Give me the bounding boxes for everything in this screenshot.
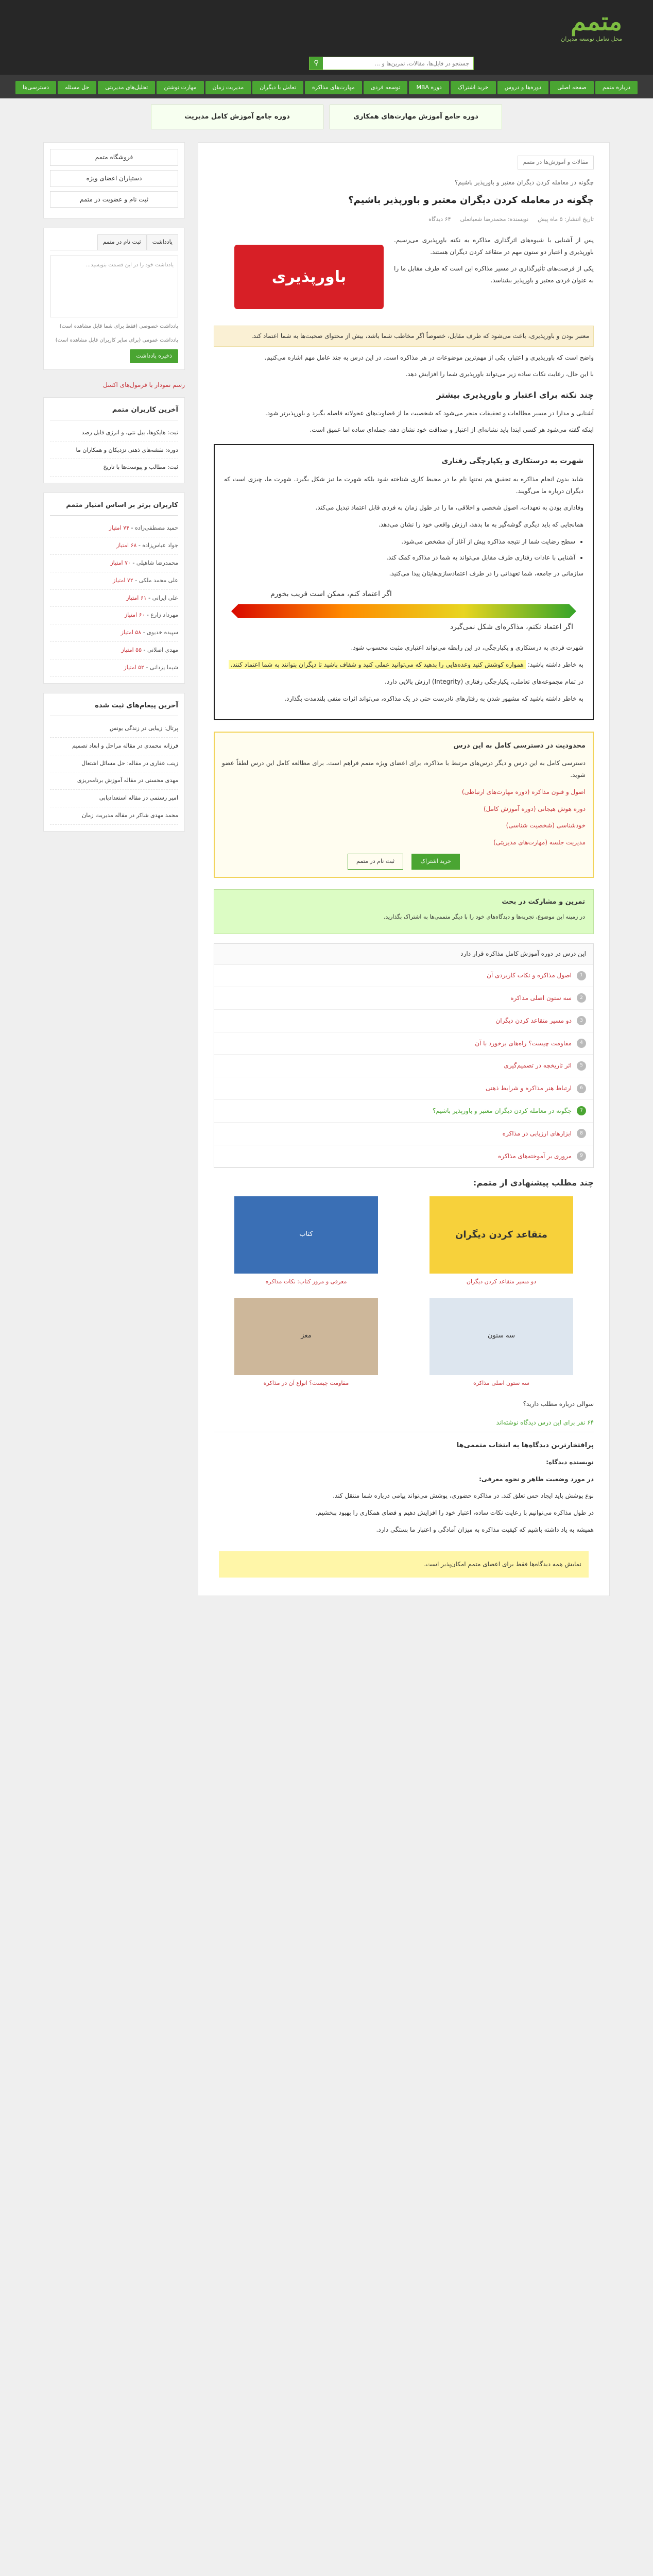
framed-title: شهرت به درستکاری و یکپارچگی رفتاری (441, 457, 583, 466)
emphasis: به خاطر داشته باشید: (527, 661, 583, 669)
access-restriction-box (214, 732, 594, 878)
meta-comments[interactable]: ۶۴ دیدگاه (428, 215, 451, 223)
paragraph: اینکه گفته می‌شود هر کسی ابتدا باید نشانه‌ای از اعتبار و صداقت خود نشان دهد، جمله‌ای ساده اما عمیق است. (310, 426, 594, 434)
related-card[interactable] (409, 1196, 594, 1287)
series-item[interactable]: 2 سه ستون اصلی مذاکره (214, 987, 593, 1010)
breadcrumb[interactable]: مقالات و آموزش‌ها در متمم (518, 156, 594, 170)
nav-item[interactable]: حل مسئله (58, 81, 96, 94)
comment-paragraph: نوع پوشش باید ایجاد حس تعلق کند. در مذاکره حضوری، پوشش می‌تواند پیامی درباره شما منتقل کند. (333, 1492, 594, 1500)
discussion-title: تمرین و مشارکت در بحث (502, 897, 585, 906)
promo-banner[interactable]: دوره جامع آموزش کامل مدیریت (151, 105, 323, 129)
list-item[interactable]: امیر رستمی در مقاله استعدادیابی (50, 790, 178, 807)
top-users-box (43, 493, 185, 684)
topbar (0, 0, 653, 75)
comments-link[interactable]: ۶۴ نفر برای این درس دیدگاه نوشته‌اند (496, 1419, 594, 1427)
promo-banner[interactable]: دوره جامع آموزش مهارت‌های همکاری (330, 105, 502, 129)
article-meta (214, 214, 594, 225)
nav-item[interactable]: تعامل با دیگران (252, 81, 303, 94)
yellow-highlight: همواره کوشش کنید وعده‌هایی را بدهید که می‌توانید عملی کنید و شفاف باشید تا دیگران بتوانند به شما اعتماد کنند. (229, 660, 526, 669)
user-row[interactable]: محمدرضا شاهیلی - ۷۰ امتیاز (50, 555, 178, 572)
scale-bottom-label: اگر اعتماد نکنم، مذاکره‌ای شکل نمی‌گیرد (450, 623, 573, 632)
logo-mark: متمم (571, 7, 622, 36)
list-item[interactable]: دوره: نقشه‌های ذهنی نزدیکان و همکاران ما (50, 442, 178, 460)
paragraph: پس از آشنایی با شیوه‌های اثرگذاری مذاکره به نکته باورپذیری می‌رسیم. باورپذیری و اعتبار دو ستون مهم در متقاعد کردن دیگران هستند. (394, 236, 594, 256)
list-item[interactable]: ثبت: مطالب و پیوست‌ها با تاریخ (50, 459, 178, 477)
series-item[interactable]: 9 مروری بر آموخته‌های مذاکره (214, 1145, 593, 1168)
comment-lead: در مورد وضعیت ظاهر و نحوه معرفی: (479, 1475, 594, 1483)
scale-top-label: اگر اعتماد کنم، ممکن است فریب بخورم (270, 590, 392, 599)
list-item[interactable]: زینب غفاری در مقاله: حل مسائل اشتغال (50, 755, 178, 773)
related-caption: سه ستون اصلی مذاکره (473, 1379, 529, 1386)
main-column (198, 142, 610, 1605)
search-icon[interactable]: ⚲ (310, 57, 323, 70)
related-caption: مقاومت چیست؟ انواع آن در مذاکره (263, 1379, 349, 1386)
article-box (198, 142, 610, 1596)
list-item[interactable]: پرتال: زیبایی در زندگی یونس (50, 720, 178, 738)
related-grid (214, 1196, 594, 1389)
related-thumb: مغز (234, 1298, 378, 1375)
promo-banners (0, 105, 653, 129)
paragraph: وفاداری بودن به تعهدات، اصول شخصی و اخلاقی، ما را در طول زمان به فردی قابل اعتماد تبدیل می‌کند. (315, 504, 583, 512)
discussion-box (214, 889, 594, 935)
paragraph: یکی از فرصت‌های تأثیرگذاری در مسیر مذاکره این است که طرف مقابل ما را به عنوان فردی معتبر و باورپذیر بشناسد. (394, 265, 594, 284)
nav-item[interactable]: مهارت نوشتن (157, 81, 203, 94)
nav-item[interactable]: مهارت‌های مذاکره (305, 81, 362, 94)
sidebar (43, 142, 185, 1605)
series-item[interactable]: 6 ارتباط هنر مذاکره و شرایط ذهنی (214, 1077, 593, 1100)
course-link[interactable]: اصول و فنون مذاکره (دوره مهارت‌های ارتباطی) (461, 788, 586, 795)
series-item[interactable]: 8 ابزارهای ارزیابی در مذاکره (214, 1123, 593, 1145)
register-button[interactable]: ثبت نام در متمم (348, 854, 403, 870)
discussion-text: در زمینه این موضوع، تجربه‌ها و دیدگاه‌های خود را با دیگر متممی‌ها به اشتراک بگذارید. (383, 913, 585, 920)
paragraph (224, 659, 583, 671)
nav-item[interactable]: توسعه فردی (364, 81, 408, 94)
lesson-series (214, 943, 594, 1168)
paragraph: در تمام مجموعه‌های تعاملی، یکپارچگی رفتاری (Integrity) ارزش بالایی دارد. (385, 677, 583, 685)
list-item: • آشنایی با عادات رفتاری طرف مقابل می‌تواند به شما در مذاکره کمک کند. (224, 552, 575, 564)
nav-item[interactable]: تحلیل‌های مدیریتی (98, 81, 155, 94)
hero-label: باورپذیری (234, 245, 384, 309)
user-row[interactable]: علی ایرانی - ۶۱ امتیاز (50, 590, 178, 607)
related-thumb: کتاب (234, 1196, 378, 1274)
top-comment-title: پر‌افتخارترین دیدگاه‌ها به انتخاب متممی‌ها (456, 1442, 594, 1450)
user-row[interactable]: شیما یزدانی - ۵۲ امتیاز (50, 659, 178, 677)
restriction-title: محدودیت در دسترسی کامل به این درس (453, 741, 586, 750)
series-item[interactable]: 1 اصول مذاکره و نکات کاربردی آن (214, 964, 593, 987)
nav-item[interactable]: درباره متمم (595, 81, 638, 94)
main-nav (0, 75, 653, 98)
members-notice: نمایش همه دیدگاه‌ها فقط برای اعضای متمم امکان‌پذیر است. (219, 1551, 589, 1578)
save-note-button[interactable]: ذخیره یادداشت (130, 349, 178, 363)
list-item: • سطح رضایت شما از نتیجه مذاکره پیش از آغاز آن مشخص می‌شود. (224, 536, 575, 548)
series-item-current[interactable]: 7 چگونه در معامله کردن دیگران معتبر و باورپذیر باشیم؟ (214, 1100, 593, 1123)
course-link[interactable]: مدیریت جلسه (مهارت‌های مدیریتی) (493, 839, 586, 846)
highlight-note: معتبر بودن و باورپذیری، باعث می‌شود که طرف مقابل، خصوصاً اگر مخاطب شما باشد، بیش از محتوای صحبت‌ها به شما اعتماد کند. (214, 326, 594, 347)
course-link[interactable]: خودشناسی (شخصیت شناسی) (506, 822, 586, 829)
page-title: چگونه در معامله کردن دیگران معتبر و باورپذیر باشیم؟ (348, 194, 594, 206)
logo-tagline: محل تعامل توسعه مدیران (561, 36, 622, 42)
nav-item[interactable]: دوره‌ها و دروس (497, 81, 549, 94)
related-card[interactable] (409, 1298, 594, 1389)
related-card[interactable] (214, 1196, 399, 1287)
register-link[interactable]: ثبت نام و عضویت در متمم (50, 191, 178, 208)
user-row[interactable]: علی محمد ملکی - ۷۲ امتیاز (50, 572, 178, 590)
shop-button[interactable]: فروشگاه متمم (50, 149, 178, 166)
list-item[interactable]: محمد مهدی شاکر در مقاله مدیریت زمان (50, 807, 178, 825)
tab-register[interactable]: ثبت نام در متمم (97, 234, 147, 250)
recent-title: آخرین پیغام‌های ثبت شده (50, 700, 178, 716)
list-item[interactable]: مهدی محسنی در مقاله آموزش برنامه‌ریزی (50, 772, 178, 790)
related-thumb: سه ستون (429, 1298, 573, 1375)
series-item[interactable]: 3 دو مسیر متقاعد کردن دیگران (214, 1010, 593, 1032)
comment-prompt: سوالی درباره مطلب دارید؟ (523, 1400, 594, 1408)
site-logo[interactable] (545, 9, 622, 45)
paragraph: سازمانی در جامعه، شما تعهداتی را در طرف اعتمادسازی‌هایتان پیدا می‌کنید. (389, 569, 583, 577)
series-header: این درس در دوره آموزش کامل مذاکره قرار دارد (214, 944, 593, 964)
comment-paragraph: همیشه به یاد داشته باشیم که کیفیت مذاکره به میزان آمادگی و اعتبار ما بستگی دارد. (376, 1526, 594, 1534)
top-comment (214, 1432, 594, 1536)
paragraph: آشنایی و مدارا در مسیر مطالعات و تحقیقات منجر می‌شود که شخصیت ما از قضاوت‌های عجولانه فاصله بگیرد و باورپذیرتر شود. (265, 409, 594, 417)
series-item[interactable]: 5 اثر تاریخچه در تصمیم‌گیری (214, 1055, 593, 1077)
related-thumb: متقاعد کردن دیگران (429, 1196, 573, 1274)
note-textarea[interactable]: یادداشت خود را در این قسمت بنویسید... (50, 256, 178, 317)
related-caption: دو مسیر متقاعد کردن دیگران (466, 1278, 537, 1285)
paragraph: به خاطر داشته باشید که مشهور شدن به رفتارهای نادرست حتی در یک مذاکره، می‌تواند اثرات منفی بلندمدت بگذارد. (284, 694, 583, 702)
user-row[interactable]: مهرداد زارع - ۶۰ امتیاز (50, 607, 178, 624)
buy-subscription-button[interactable]: خرید اشتراک (411, 854, 460, 870)
list-item[interactable]: ثبت: هایکوها، بیل نتی، و انرژی قابل رصد (50, 425, 178, 442)
top-users-title: کاربران برتر بر اساس امتیاز متمم (50, 499, 178, 516)
scale-gradient-arrow (224, 604, 583, 618)
related-caption: معرفی و مرور کتاب: نکات مذاکره (265, 1278, 347, 1285)
comment-author: نویسنده دیدگاه: (546, 1458, 594, 1466)
paragraph: واضح است که باورپذیری و اعتبار، یکی از مهم‌ترین موضوعات در هر مذاکره است. در این درس به چند عامل مهم اشاره می‌کنیم. (264, 353, 594, 361)
paragraph: شهرت فردی به درستکاری و یکپارچگی، در این رابطه می‌تواند اعتباری مثبت محسوب شود. (351, 644, 583, 652)
private-checkbox[interactable]: یادداشت خصوصی (فقط برای شما قابل مشاهده است) (59, 324, 178, 330)
search-input[interactable] (323, 57, 473, 70)
article-subtitle: چگونه در معامله کردن دیگران معتبر و باورپذیر باشیم؟ (454, 178, 594, 186)
user-row[interactable]: سپیده خدیوی - ۵۸ امتیاز (50, 624, 178, 642)
search-box (309, 57, 474, 70)
user-row[interactable]: مهدی اصلانی - ۵۵ امتیاز (50, 642, 178, 659)
nav-item[interactable]: خرید اشتراک (451, 81, 496, 94)
nav-item[interactable]: صفحه اصلی (550, 81, 594, 94)
nav-item[interactable]: دوره MBA (409, 81, 449, 94)
latest-box (43, 397, 185, 483)
latest-title: آخرین کاربران متمم (50, 404, 178, 420)
note-box (43, 228, 185, 370)
recent-comments-box (43, 693, 185, 832)
nav-item[interactable]: مدیریت زمان (205, 81, 251, 94)
user-row[interactable]: جواد عباس‌زاده - ۶۸ امتیاز (50, 537, 178, 555)
section-heading: چند نکته برای اعتبار و باورپذیری بیشتر (436, 390, 594, 400)
sidebar-links (43, 142, 185, 218)
restriction-text: دسترسی کامل به این درس و دیگر درس‌های مرتبط با مذاکره، برای اعضای ویژه متمم فراهم است. برای مطالعه کامل این درس لطفاً عضو شوید. (222, 759, 586, 778)
hero-image (224, 234, 394, 319)
list-item[interactable]: فرزانه محمدی در مقاله مراحل و ابعاد تصمیم (50, 738, 178, 755)
tab-note[interactable]: یادداشت (147, 234, 178, 250)
framed-section (214, 444, 594, 720)
assistants-button[interactable]: دستیاران اعضای ویژه (50, 170, 178, 187)
course-link[interactable]: دوره هوش هیجانی (دوره آموزش کامل) (483, 805, 586, 812)
related-title: چند مطلب پیشنهادی از متمم: (473, 1178, 594, 1188)
paragraph: همانجایی که باید دیگری گوشه‌گیر به ما بدهد، ارزش واقعی خود را نشان می‌دهد. (378, 521, 583, 529)
meta-author[interactable]: نویسنده: محمدرضا شعبانعلی (460, 215, 529, 223)
meta-date: تاریخ انتشار: ۵ ماه پیش (538, 215, 594, 223)
trust-scale (224, 587, 583, 634)
user-row[interactable]: حمید مصطفی‌‌زاده - ۷۴ امتیاز (50, 520, 178, 537)
public-checkbox[interactable]: یادداشت عمومی (برای سایر کاربران قابل مشاهده است) (55, 337, 178, 344)
nav-item[interactable]: دسترسی‌ها (15, 81, 56, 94)
related-card[interactable] (214, 1298, 399, 1389)
page-wrap (43, 142, 610, 1605)
sidebar-promo-link[interactable]: رسم نمودار با فرمول‌های اکسل (103, 381, 185, 389)
paragraph: با این حال، رعایت نکات ساده زیر می‌تواند باورپذیری شما را افزایش دهد. (405, 370, 594, 378)
series-item[interactable]: 4 مقاومت چیست؟ راه‌های برخورد با آن (214, 1032, 593, 1055)
comment-paragraph: در طول مذاکره می‌توانیم با رعایت نکات ساده، اعتبار خود را افزایش دهیم و فضای همکاری را بهبود ببخشیم. (315, 1509, 594, 1517)
paragraph: شاید بدون انجام مذاکره به تحقیق هم نه‌تنها نام ما در محیط کاری شناخته شود بلکه شهرت ما نیز شکل بگیرد. شهرت ما، چیزی است که دیگران درباره ما می‌گویند. (224, 475, 583, 495)
